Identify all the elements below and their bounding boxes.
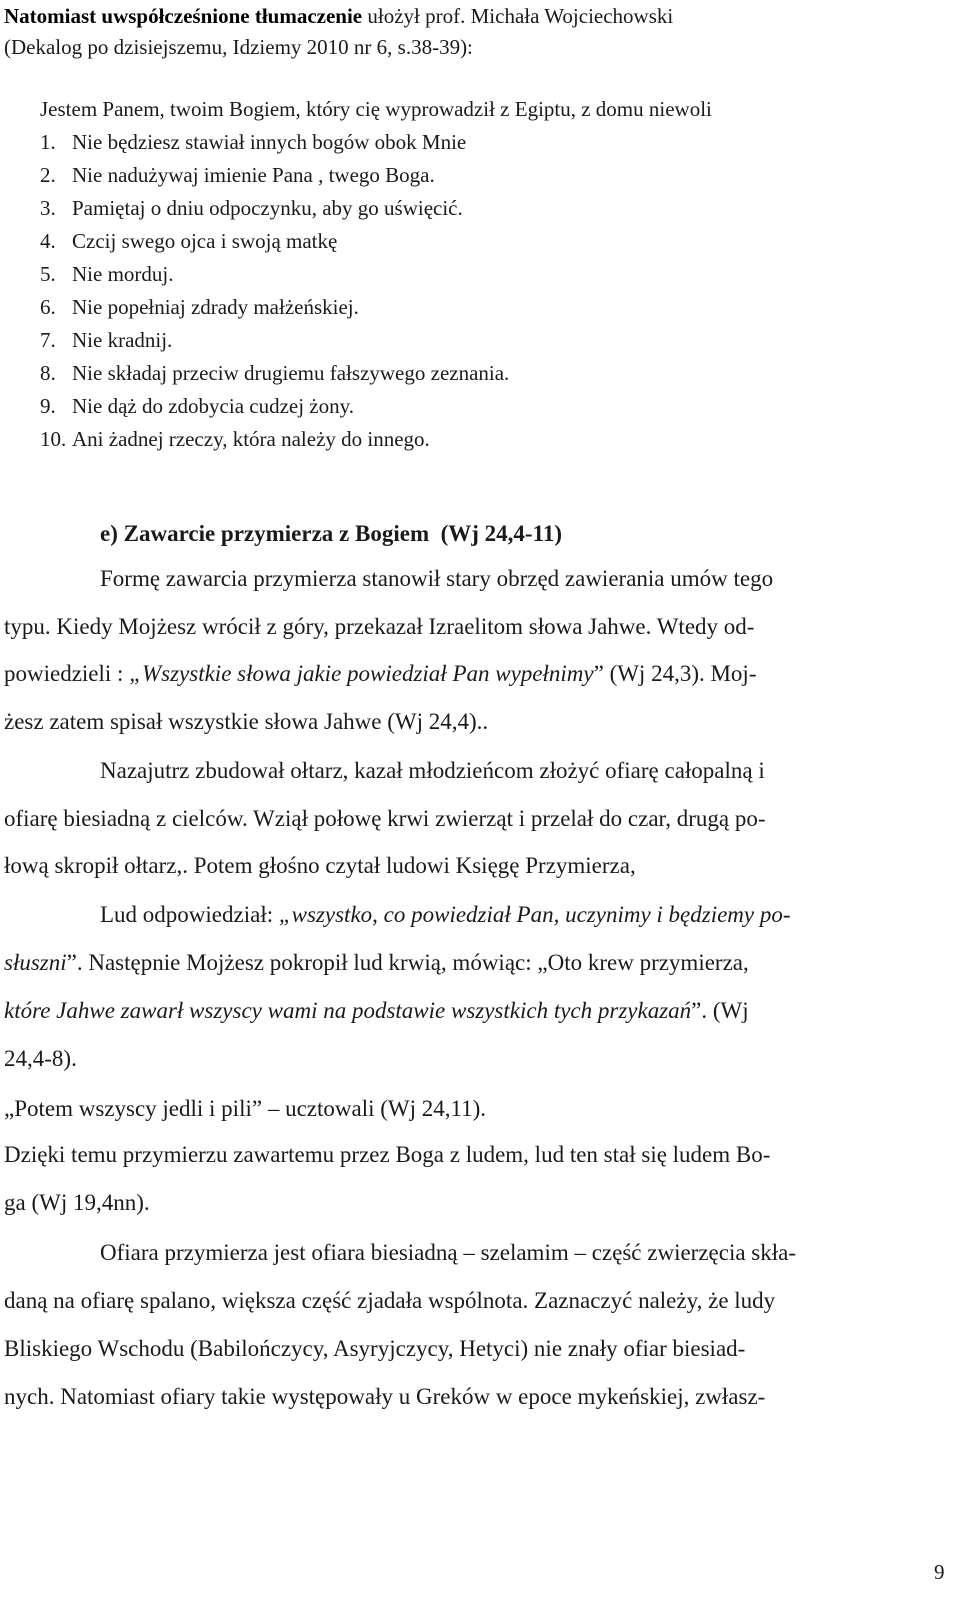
commandment-item: 5. Nie morduj.: [40, 262, 174, 286]
commandment-item: 8. Nie składaj przeciw drugiemu fałszywego zeznania.: [40, 361, 510, 385]
body-line: 24,4-8).: [4, 1046, 77, 1071]
quote-italic: „wszystko, co powiedział Pan, uczynimy i będziemy po-: [278, 902, 791, 927]
quote-italic: „Wszystkie słowa jakie powiedział Pan wypełnimy: [129, 661, 594, 686]
body-line: powiedzieli : „Wszystkie słowa jakie powiedział Pan wypełnimy” (Wj 24,3). Moj-: [4, 661, 757, 686]
body-line: słuszni”. Następnie Mojżesz pokropił lud krwią, mówiąc: „Oto krew przymierza,: [4, 950, 749, 975]
section-heading-ref: (Wj 24,4-11): [440, 521, 562, 546]
body-line: Dzięki temu przymierzu zawartemu przez Boga z ludem, lud ten stał się ludem Bo-: [4, 1142, 771, 1167]
body-line: żesz zatem spisał wszystkie słowa Jahwe (Wj 24,4)..: [4, 709, 489, 734]
page-number: 9: [934, 1560, 945, 1584]
commandment-item: 4. Czcij swego ojca i swoją matkę: [40, 229, 338, 253]
body-line: Bliskiego Wschodu (Babilończycy, Asyryjczycy, Hetyci) nie znały ofiar biesiad-: [4, 1336, 746, 1361]
commandments-lead: Jestem Panem, twoim Bogiem, który cię wyprowadził z Egiptu, z domu niewoli: [40, 97, 712, 121]
section-heading-title: e) Zawarcie przymierza z Bogiem: [100, 521, 430, 546]
body-line: Lud odpowiedział: „wszystko, co powiedział Pan, uczynimy i będziemy po-: [100, 902, 791, 927]
body-line: „Potem wszyscy jedli i pili” – ucztowali (Wj 24,11).: [4, 1096, 487, 1121]
section-heading: [100, 521, 562, 547]
quote-italic: słuszni: [4, 950, 67, 975]
intro-rest: ułożył prof. Michała Wojciechowski: [362, 4, 674, 28]
commandment-item: 1. Nie będziesz stawiał innych bogów obok Mnie: [40, 130, 467, 154]
body-line: które Jahwe zawarł wszyscy wami na podstawie wszystkich tych przykazań”. (Wj: [4, 998, 749, 1023]
intro-line-2: (Dekalog po dzisiejszemu, Idziemy 2010 nr 6, s.38-39):: [4, 35, 473, 59]
body-line: Nazajutrz zbudował ołtarz, kazał młodzieńcom złożyć ofiarę całopalną i: [100, 758, 765, 783]
commandment-item: 7. Nie kradnij.: [40, 328, 173, 352]
body-line: Formę zawarcia przymierza stanowił stary obrzęd zawierania umów tego: [100, 566, 774, 591]
intro-bold: Natomiast uwspółcześnione tłumaczenie: [4, 4, 363, 28]
intro-line-1: [4, 4, 673, 28]
commandment-item: 3. Pamiętaj o dniu odpoczynku, aby go uświęcić.: [40, 196, 463, 220]
body-line: typu. Kiedy Mojżesz wrócił z góry, przekazał Izraelitom słowa Jahwe. Wtedy od-: [4, 614, 755, 639]
commandment-item: 2. Nie nadużywaj imienie Pana , twego Boga.: [40, 163, 435, 187]
commandment-item: 9. Nie dąż do zdobycia cudzej żony.: [40, 394, 355, 418]
body-line: Ofiara przymierza jest ofiara biesiadną – szelamim – część zwierzęcia skła-: [100, 1240, 797, 1265]
quote-italic: które Jahwe zawarł wszyscy wami na podstawie wszystkich tych przykazań: [4, 998, 692, 1023]
body-line: ofiarę biesiadną z cielców. Wziął połowę krwi zwierząt i przelał do czar, drugą po-: [4, 806, 766, 831]
body-line: nych. Natomiast ofiary takie występowały u Greków w epoce mykeńskiej, zwłasz-: [4, 1384, 766, 1409]
commandment-item: 10. Ani żadnej rzeczy, która należy do innego.: [40, 427, 430, 451]
body-line: daną na ofiarę spalano, większa część zjadała wspólnota. Zaznaczyć należy, że ludy: [4, 1288, 776, 1313]
body-line: łową skropił ołtarz,. Potem głośno czytał ludowi Księgę Przymierza,: [4, 853, 636, 878]
body-line: ga (Wj 19,4nn).: [4, 1190, 150, 1215]
commandment-item: 6. Nie popełniaj zdrady małżeńskiej.: [40, 295, 359, 319]
